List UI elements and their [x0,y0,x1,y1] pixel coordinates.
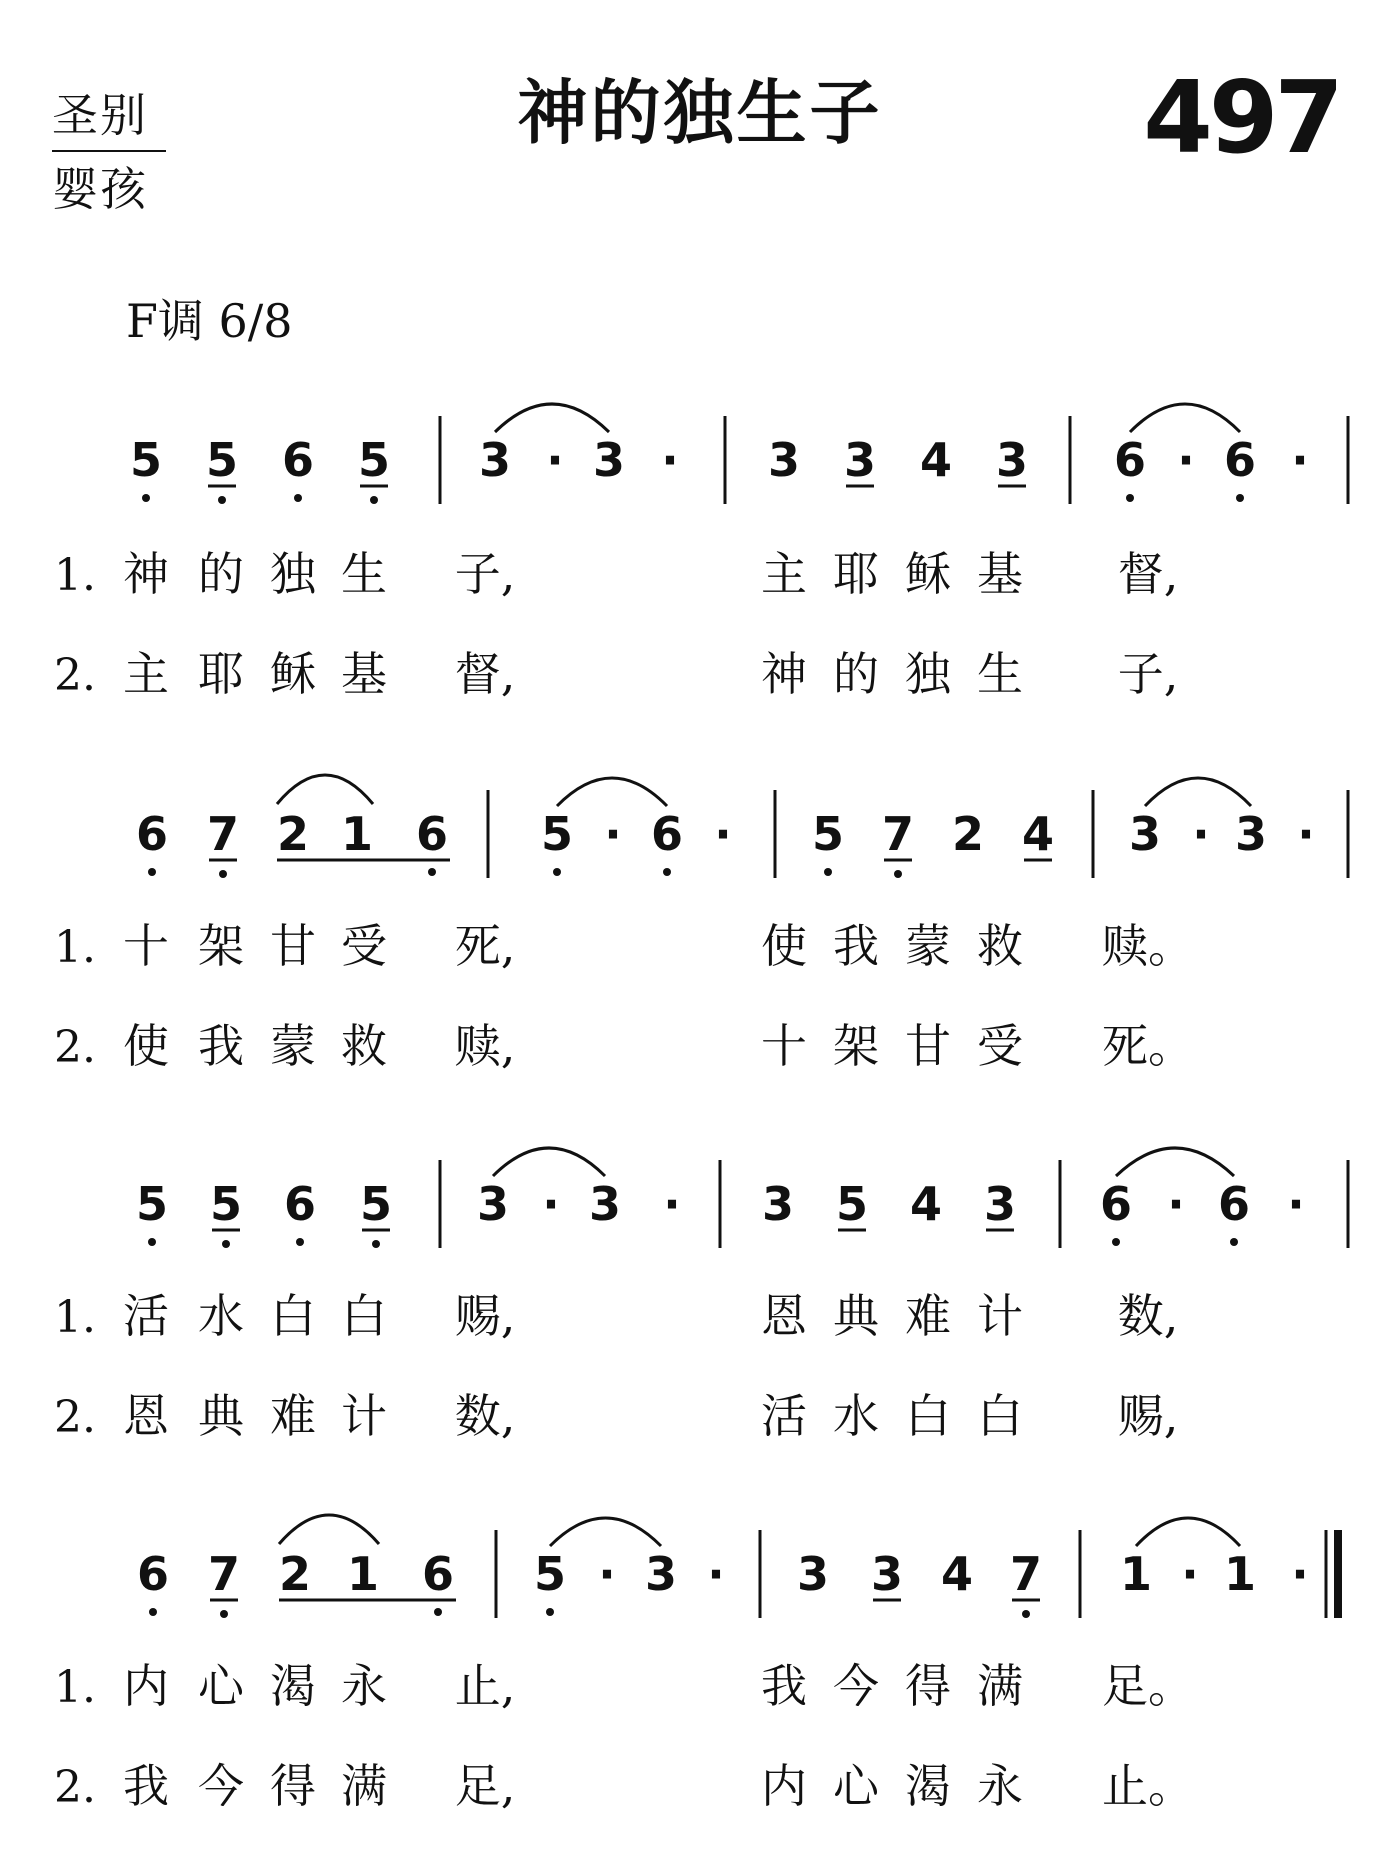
tie-arc [1116,1148,1234,1176]
note-digit: 3 [995,433,1029,487]
lyric-word: 内 [123,1659,169,1713]
duration-dot: · [546,433,564,487]
duration-dot: · [707,1547,725,1601]
note-digit: 6 [1113,433,1147,487]
lyric-word: 今 [833,1659,879,1713]
lyric-word: 蒙 [905,919,951,973]
note-digit: 6 [1217,1177,1251,1231]
lyric-word: 赎, [454,1019,516,1073]
note-digit: 7 [207,1547,241,1601]
duration-dot: · [1291,433,1309,487]
note-digit: 6 [650,807,684,861]
lyric-word: 计 [977,1289,1023,1343]
lyric-word: 永 [341,1659,387,1713]
lyric-word: 耶 [198,647,244,701]
note-digit: 5 [811,807,845,861]
lower-octave-dot [434,1608,442,1616]
note-digit: 1 [1119,1547,1153,1601]
lower-octave-dot [149,1608,157,1616]
slur-arc [279,1515,379,1544]
lyric-word: 内 [761,1759,807,1813]
lyric-word: 典 [833,1289,879,1343]
lyric-word: 子, [1117,647,1179,701]
lyric-word: 白 [905,1389,951,1443]
duration-dot: · [1181,1547,1199,1601]
note-digit: 3 [870,1547,904,1601]
lyric-word: 水 [198,1289,244,1343]
duration-dot: · [1192,807,1210,861]
lyric-word: 难 [905,1289,951,1343]
note-digit: 3 [761,1177,795,1231]
lyric-word: 救 [341,1019,387,1073]
slur-arc [277,775,373,804]
lyric-word: 满 [977,1659,1023,1713]
note-digit: 3 [796,1547,830,1601]
lyric-word: 赎。 [1102,919,1194,973]
tie-arc [550,1518,661,1546]
note-digit: 6 [283,1177,317,1231]
lyric-word: 受 [977,1019,1023,1073]
lyric-word: 甘 [905,1019,951,1073]
note-digit: 5 [540,807,574,861]
lower-octave-dot [663,868,671,876]
note-digit: 5 [359,1177,393,1231]
lower-octave-dot [1126,494,1134,502]
verse-number: 1. [54,922,96,973]
lyric-word: 使 [761,919,807,973]
note-digit: 4 [919,433,953,487]
lyric-word: 督, [454,647,516,701]
note-digit: 5 [357,433,391,487]
tie-arc [495,404,609,432]
lyric-word: 我 [761,1659,807,1713]
duration-dot: · [542,1177,560,1231]
lyric-word: 活 [761,1389,807,1443]
note-digit: 4 [940,1547,974,1601]
lyric-word: 基 [977,547,1023,601]
lyric-word: 独 [905,647,951,701]
duration-dot: · [1291,1547,1309,1601]
note-digit: 1 [1223,1547,1257,1601]
lyric-word: 赐, [454,1289,516,1343]
lyric-word: 死, [454,919,516,973]
lyric-word: 架 [198,919,244,973]
lower-octave-dot [219,870,227,878]
lyric-word: 生 [977,647,1023,701]
lyric-word: 数, [1117,1289,1179,1343]
lyric-word: 救 [977,919,1023,973]
tie-arc [1136,1518,1240,1546]
lyric-word: 今 [198,1759,244,1813]
lower-octave-dot [142,494,150,502]
lyric-word: 活 [123,1289,169,1343]
lyric-word: 渴 [270,1659,316,1713]
lyric-word: 我 [833,919,879,973]
lyric-word: 的 [833,647,879,701]
lyric-word: 神 [123,547,169,601]
note-digit: 5 [129,433,163,487]
category-label-bottom: 婴孩 [52,162,148,216]
duration-dot: · [1177,433,1195,487]
lower-octave-dot [370,496,378,504]
lyric-word: 足。 [1102,1659,1194,1713]
duration-dot: · [604,807,622,861]
lyric-word: 得 [905,1659,951,1713]
verse-number: 1. [54,1662,96,1713]
duration-dot: · [1167,1177,1185,1231]
note-digit: 3 [588,1177,622,1231]
lyric-word: 使 [123,1019,169,1073]
note-digit: 3 [983,1177,1017,1231]
verse-number: 1. [54,1292,96,1343]
lyric-word: 渴 [905,1759,951,1813]
lyric-word: 十 [123,919,169,973]
note-digit: 3 [843,433,877,487]
lyric-word: 永 [977,1759,1023,1813]
lyric-word: 难 [270,1389,316,1443]
hymn-number: 497 [1143,59,1340,176]
lyric-word: 生 [341,547,387,601]
lower-octave-dot [372,1240,380,1248]
note-digit: 5 [835,1177,869,1231]
lower-octave-dot [1236,494,1244,502]
final-barline [1334,1530,1342,1618]
key-signature: F调 6/8 [126,294,293,348]
note-digit: 3 [592,433,626,487]
duration-dot: · [714,807,732,861]
lower-octave-dot [1112,1238,1120,1246]
note-digit: 7 [881,807,915,861]
note-digit: 5 [209,1177,243,1231]
verse-number: 1. [54,550,96,601]
lower-octave-dot [1022,1610,1030,1618]
lower-octave-dot [894,870,902,878]
lyric-word: 数, [454,1389,516,1443]
lyric-word: 督, [1117,547,1179,601]
note-digit: 7 [1009,1547,1043,1601]
note-digit: 5 [533,1547,567,1601]
lower-octave-dot [546,1608,554,1616]
lyric-word: 架 [833,1019,879,1073]
note-digit: 2 [278,1547,312,1601]
lyric-word: 我 [198,1019,244,1073]
lyric-word: 十 [761,1019,807,1073]
category-label-top: 圣别 [52,88,148,142]
note-digit: 6 [281,433,315,487]
lyric-word: 恩 [123,1389,169,1443]
lyric-word: 受 [341,919,387,973]
lyric-word: 主 [761,547,807,601]
note-digit: 3 [1234,807,1268,861]
note-digit: 6 [136,1547,170,1601]
lyric-word: 白 [270,1289,316,1343]
lyric-word: 得 [270,1759,316,1813]
lower-octave-dot [1230,1238,1238,1246]
note-digit: 4 [909,1177,943,1231]
lower-octave-dot [148,868,156,876]
lower-octave-dot [218,496,226,504]
lyric-word: 止。 [1102,1759,1194,1813]
note-digit: 3 [478,433,512,487]
note-digit: 6 [1099,1177,1133,1231]
lyric-word: 子, [454,547,516,601]
note-digit: 1 [340,807,374,861]
tie-arc [493,1148,605,1176]
note-digit: 2 [951,807,985,861]
note-digit: 5 [205,433,239,487]
lower-octave-dot [220,1610,228,1618]
lyric-word: 白 [977,1389,1023,1443]
lyric-word: 水 [833,1389,879,1443]
duration-dot: · [1297,807,1315,861]
duration-dot: · [598,1547,616,1601]
lyric-word: 的 [198,547,244,601]
duration-dot: · [661,433,679,487]
lower-octave-dot [553,868,561,876]
note-digit: 2 [276,807,310,861]
lower-octave-dot [824,868,832,876]
tie-arc [1145,778,1251,806]
lyric-word: 心 [833,1759,879,1813]
verse-number: 2. [54,1762,96,1813]
verse-number: 2. [54,1022,96,1073]
verse-number: 2. [54,1392,96,1443]
note-digit: 5 [135,1177,169,1231]
lyric-word: 稣 [270,647,316,701]
lower-octave-dot [428,868,436,876]
note-digit: 1 [346,1547,380,1601]
lyric-word: 甘 [270,919,316,973]
lyric-word: 独 [270,547,316,601]
note-digit: 3 [767,433,801,487]
note-digit: 6 [415,807,449,861]
lyric-word: 蒙 [270,1019,316,1073]
lower-octave-dot [222,1240,230,1248]
lyric-word: 死。 [1102,1019,1194,1073]
tie-arc [1130,404,1240,432]
lyric-word: 主 [123,647,169,701]
note-digit: 3 [644,1547,678,1601]
lyric-word: 计 [341,1389,387,1443]
lyric-word: 赐, [1117,1389,1179,1443]
lyric-word: 止, [454,1659,516,1713]
lyric-word: 心 [198,1659,244,1713]
lyric-word: 白 [341,1289,387,1343]
note-digit: 6 [421,1547,455,1601]
hymn-title: 神的独生子 [517,72,883,154]
lyric-word: 神 [761,647,807,701]
lyric-word: 基 [341,647,387,701]
lyric-word: 稣 [905,547,951,601]
lyric-word: 足, [454,1759,516,1813]
lyric-word: 我 [123,1759,169,1813]
lower-octave-dot [296,1238,304,1246]
note-digit: 3 [476,1177,510,1231]
duration-dot: · [1287,1177,1305,1231]
lyric-word: 典 [198,1389,244,1443]
lyric-word: 满 [341,1759,387,1813]
note-digit: 6 [135,807,169,861]
lower-octave-dot [294,494,302,502]
note-digit: 3 [1128,807,1162,861]
lyric-word: 恩 [761,1289,807,1343]
tie-arc [557,778,667,806]
duration-dot: · [663,1177,681,1231]
lower-octave-dot [148,1238,156,1246]
note-digit: 6 [1223,433,1257,487]
note-digit: 7 [206,807,240,861]
lyric-word: 耶 [833,547,879,601]
verse-number: 2. [54,650,96,701]
note-digit: 4 [1021,807,1055,861]
